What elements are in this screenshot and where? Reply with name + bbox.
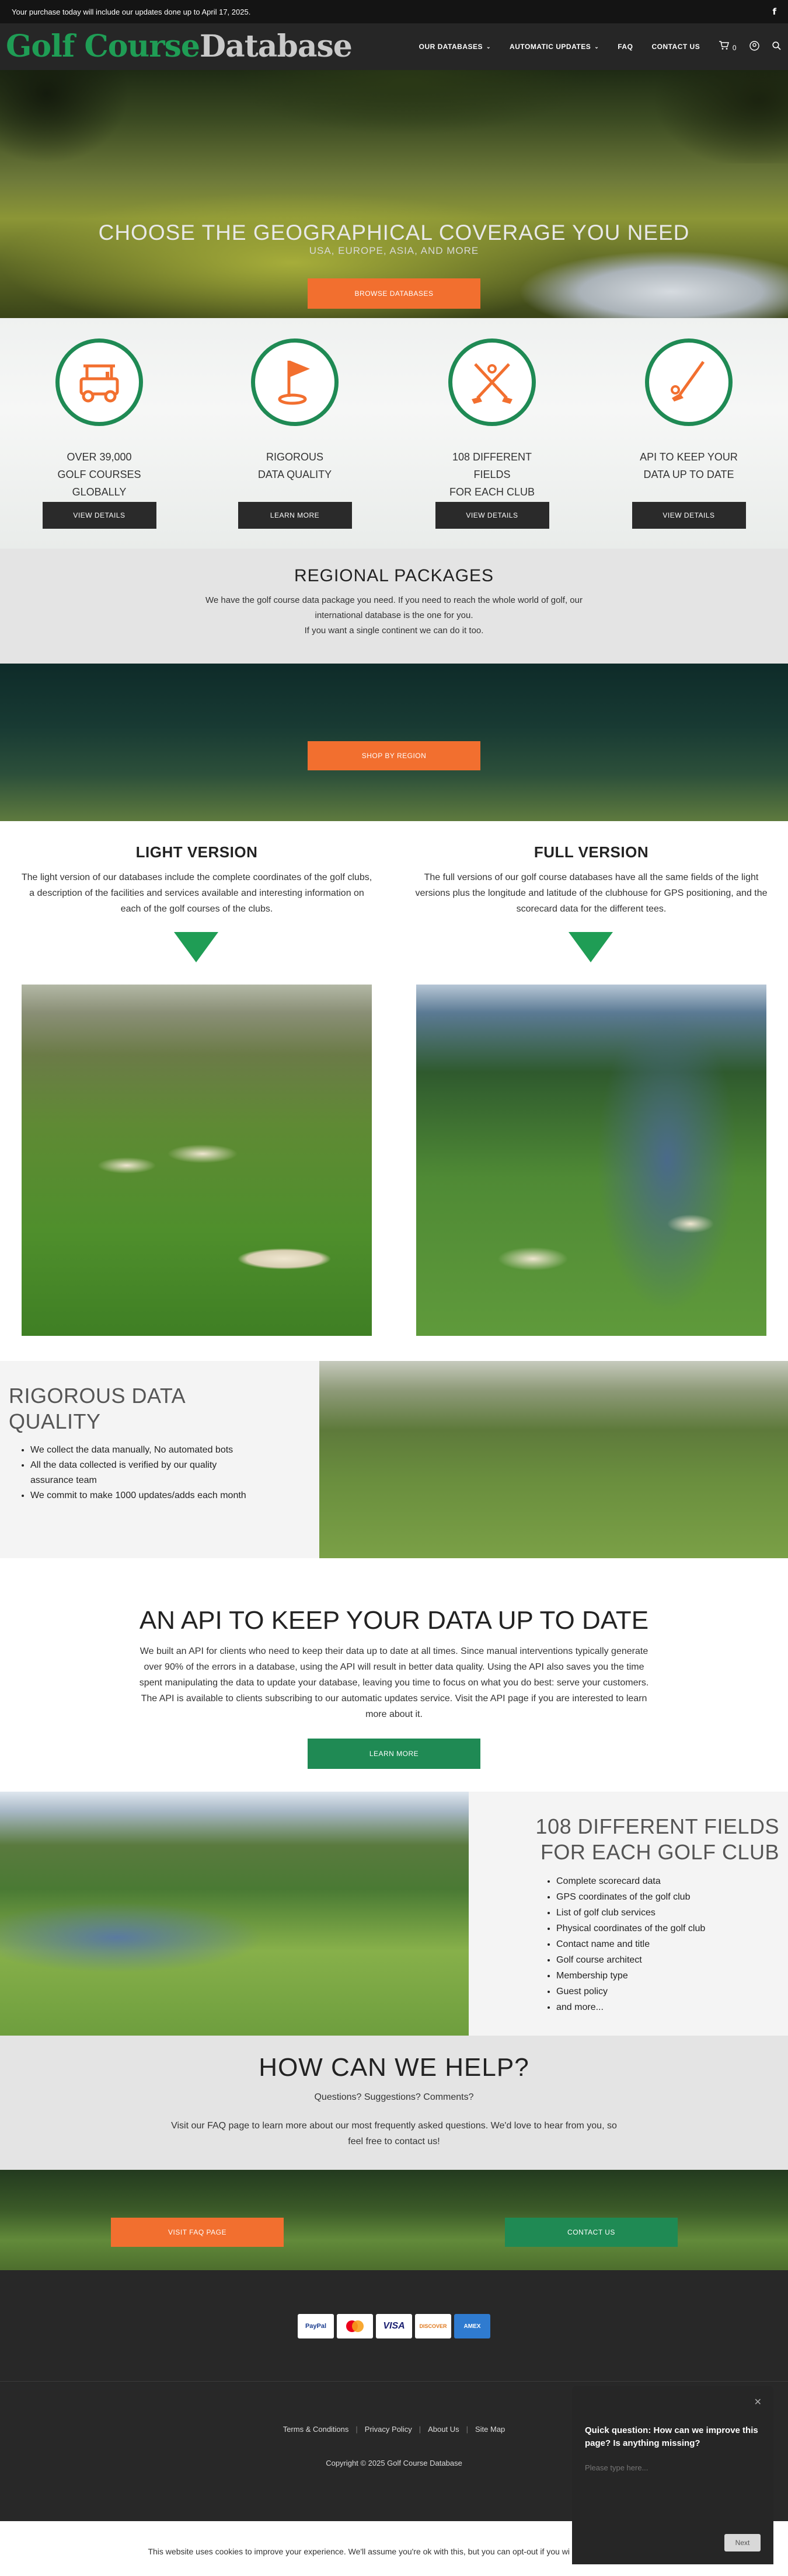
crossed-clubs-icon bbox=[466, 356, 518, 409]
regional-packages-section bbox=[0, 549, 788, 664]
nav-faq[interactable]: FAQ bbox=[618, 43, 633, 51]
list-item: • Physical coordinates of the golf club bbox=[556, 1921, 705, 1936]
fields-title: 108 DIFFERENT FIELDS FOR EACH GOLF CLUB bbox=[535, 1814, 779, 1864]
main-nav bbox=[419, 41, 781, 53]
feature-line2: DATA UP TO DATE bbox=[643, 469, 734, 480]
feature-line2: GOLF COURSES GLOBALLY bbox=[57, 469, 141, 498]
copyright: Copyright © 2025 Golf Course Database bbox=[326, 2459, 462, 2467]
help-text: Visit our FAQ page to learn more about our most frequently asked questions. We'd love to hear from you, so feel free to contact us! bbox=[171, 2121, 617, 2146]
feedback-input[interactable] bbox=[585, 2459, 702, 2476]
search-icon[interactable] bbox=[772, 41, 781, 53]
terms-link[interactable]: Terms & Conditions bbox=[283, 2425, 349, 2434]
feedback-question: Quick question: How can we improve this page? Is anything missing? bbox=[585, 2425, 758, 2448]
learn-more-api-button[interactable]: LEARN MORE bbox=[308, 1739, 480, 1769]
list-item: • List of golf club services bbox=[556, 1905, 705, 1921]
mastercard-icon bbox=[337, 2314, 373, 2338]
nav-automatic-updates[interactable]: AUTOMATIC UPDATES ⌄ bbox=[510, 43, 599, 51]
list-item: • We collect the data manually, No automated bots bbox=[30, 1443, 252, 1458]
list-item: • Guest policy bbox=[556, 1984, 705, 1999]
feature-golf-courses bbox=[41, 338, 158, 529]
list-item: • GPS coordinates of the golf club bbox=[556, 1889, 705, 1905]
feature-icon-circle bbox=[645, 338, 733, 426]
fields-list bbox=[556, 1873, 705, 2015]
browse-databases-button[interactable]: BROWSE DATABASES bbox=[308, 278, 480, 309]
account-icon[interactable] bbox=[749, 41, 759, 53]
fields-photo bbox=[0, 1792, 469, 2036]
site-header bbox=[0, 23, 788, 70]
feature-api bbox=[630, 338, 747, 529]
feature-fields bbox=[434, 338, 550, 529]
view-details-courses-button[interactable]: VIEW DETAILS bbox=[43, 502, 156, 529]
api-text: We built an API for clients who need to keep their data up to date at all times. Since manual interventions typically generate over 90% of the errors in a database, using the API will result in better data quality. Using the API also saves you the time spent manipulating the data to update your database, leaving you time to focus on what you do best: serve your customers. The API is available to clients subscribing to our automatic updates service. Visit the API page if you are interested to learn more about it. bbox=[139, 1646, 649, 1719]
golf-club-ball-icon bbox=[663, 356, 715, 409]
list-item: • and more... bbox=[556, 1999, 705, 2015]
light-version-block bbox=[10, 843, 383, 917]
payment-methods bbox=[0, 2314, 788, 2338]
api-title: AN API TO KEEP YOUR DATA UP TO DATE bbox=[139, 1606, 649, 1635]
footer-divider bbox=[0, 2381, 788, 2382]
full-version-block bbox=[405, 843, 778, 917]
site-logo[interactable]: Golf CourseDatabase bbox=[6, 29, 352, 64]
feature-line1: OVER 39,000 bbox=[67, 451, 132, 463]
chevron-down-icon: ⌄ bbox=[594, 43, 599, 50]
visit-faq-button[interactable]: VISIT FAQ PAGE bbox=[111, 2218, 284, 2247]
amex-icon: AMEX bbox=[454, 2314, 490, 2338]
feature-line1: API TO KEEP YOUR bbox=[640, 451, 738, 463]
list-item: • All the data collected is verified by our quality assurance team bbox=[30, 1458, 252, 1488]
privacy-link[interactable]: Privacy Policy bbox=[364, 2425, 412, 2434]
data-quality-list bbox=[30, 1443, 252, 1503]
list-item: • Golf course architect bbox=[556, 1952, 705, 1968]
view-details-fields-button[interactable]: VIEW DETAILS bbox=[435, 502, 549, 529]
fields-section bbox=[0, 1792, 788, 2036]
facebook-icon[interactable]: f bbox=[772, 6, 776, 17]
nav-contact-us[interactable]: CONTACT US bbox=[651, 43, 700, 51]
shop-by-region-band bbox=[0, 664, 788, 821]
full-version-photo bbox=[416, 985, 766, 1336]
help-title: HOW CAN WE HELP? bbox=[259, 2053, 529, 2082]
header-icons bbox=[719, 41, 781, 53]
feedback-widget bbox=[572, 2386, 773, 2564]
features-section bbox=[0, 318, 788, 549]
announcement-text: Your purchase today will include our updates done up to April 17, 2025. bbox=[12, 7, 251, 16]
hero-title: CHOOSE THE GEOGRAPHICAL COVERAGE YOU NEED bbox=[98, 221, 690, 245]
versions-section bbox=[0, 821, 788, 1361]
discover-icon: DISCOVER bbox=[415, 2314, 451, 2338]
feature-icon-circle bbox=[55, 338, 143, 426]
help-section bbox=[0, 2036, 788, 2170]
sitemap-link[interactable]: Site Map bbox=[475, 2425, 505, 2434]
full-version-title: FULL VERSION bbox=[534, 843, 649, 861]
top-announcement-bar bbox=[0, 0, 788, 23]
visa-icon: VISA bbox=[376, 2314, 412, 2338]
api-section bbox=[0, 1558, 788, 1792]
full-version-text: The full versions of our golf course databases have all the same fields of the light versions plus the longitude and latitude of the clubhouse for GPS positioning, and the scorecard data for the different tees. bbox=[415, 872, 768, 914]
light-version-title: LIGHT VERSION bbox=[135, 843, 258, 861]
feature-icon-circle bbox=[448, 338, 536, 426]
help-questions: Questions? Suggestions? Comments? bbox=[314, 2092, 474, 2102]
golf-flag-icon bbox=[271, 356, 318, 409]
list-item: • Membership type bbox=[556, 1968, 705, 1984]
cart-count: 0 bbox=[732, 44, 737, 52]
regional-title: REGIONAL PACKAGES bbox=[294, 566, 494, 585]
nav-our-databases[interactable]: OUR DATABASES ⌄ bbox=[419, 43, 491, 51]
list-item: • We commit to make 1000 updates/adds each month bbox=[30, 1488, 252, 1503]
hero-background bbox=[0, 70, 788, 163]
view-details-api-button[interactable]: VIEW DETAILS bbox=[632, 502, 746, 529]
learn-more-quality-button[interactable]: LEARN MORE bbox=[238, 502, 352, 529]
light-version-photo bbox=[22, 985, 372, 1336]
footer-links: Terms & Conditions | Privacy Policy | About Us | Site Map bbox=[283, 2425, 505, 2434]
faq-contact-band bbox=[0, 2170, 788, 2270]
feature-line2: FOR EACH CLUB bbox=[449, 486, 535, 498]
feature-line1: 108 DIFFERENT FIELDS bbox=[452, 451, 532, 480]
feature-icon-circle bbox=[251, 338, 339, 426]
chevron-down-icon: ⌄ bbox=[486, 43, 491, 50]
paypal-icon: PayPal bbox=[298, 2314, 334, 2338]
hero-subtitle: USA, EUROPE, ASIA, AND MORE bbox=[309, 245, 479, 256]
close-icon[interactable]: ✕ bbox=[754, 2396, 762, 2407]
shop-by-region-button[interactable]: SHOP BY REGION bbox=[308, 741, 480, 770]
about-link[interactable]: About Us bbox=[428, 2425, 459, 2434]
feature-line2: DATA QUALITY bbox=[257, 469, 332, 480]
cart-icon[interactable] bbox=[719, 41, 737, 53]
feedback-next-button[interactable]: Next bbox=[724, 2534, 761, 2551]
data-quality-section bbox=[0, 1361, 788, 1558]
feature-line1: RIGOROUS bbox=[266, 451, 323, 463]
regional-text: We have the golf course data package you need. If you need to reach the whole world of golf, our international database is the one for you. If you want a single continent we can do it too. bbox=[205, 595, 583, 636]
hero-banner bbox=[0, 70, 788, 318]
contact-us-button[interactable]: CONTACT US bbox=[505, 2218, 678, 2247]
golf-cart-icon bbox=[73, 359, 125, 406]
arrow-down-icon bbox=[569, 932, 613, 962]
list-item: • Contact name and title bbox=[556, 1936, 705, 1952]
data-quality-title: RIGOROUS DATA QUALITY bbox=[9, 1384, 186, 1433]
data-quality-photo bbox=[319, 1361, 788, 1558]
light-version-text: The light version of our databases include the complete coordinates of the golf clubs, a description of the facilities and services available and interesting information on each of the golf courses of the clubs. bbox=[21, 872, 372, 914]
cookie-notice: This website uses cookies to improve your experience. We'll assume you're ok with this, but you can opt-out if you wi bbox=[0, 2539, 572, 2564]
arrow-down-icon bbox=[174, 932, 218, 962]
feature-data-quality bbox=[236, 338, 353, 529]
list-item: • Complete scorecard data bbox=[556, 1873, 705, 1889]
